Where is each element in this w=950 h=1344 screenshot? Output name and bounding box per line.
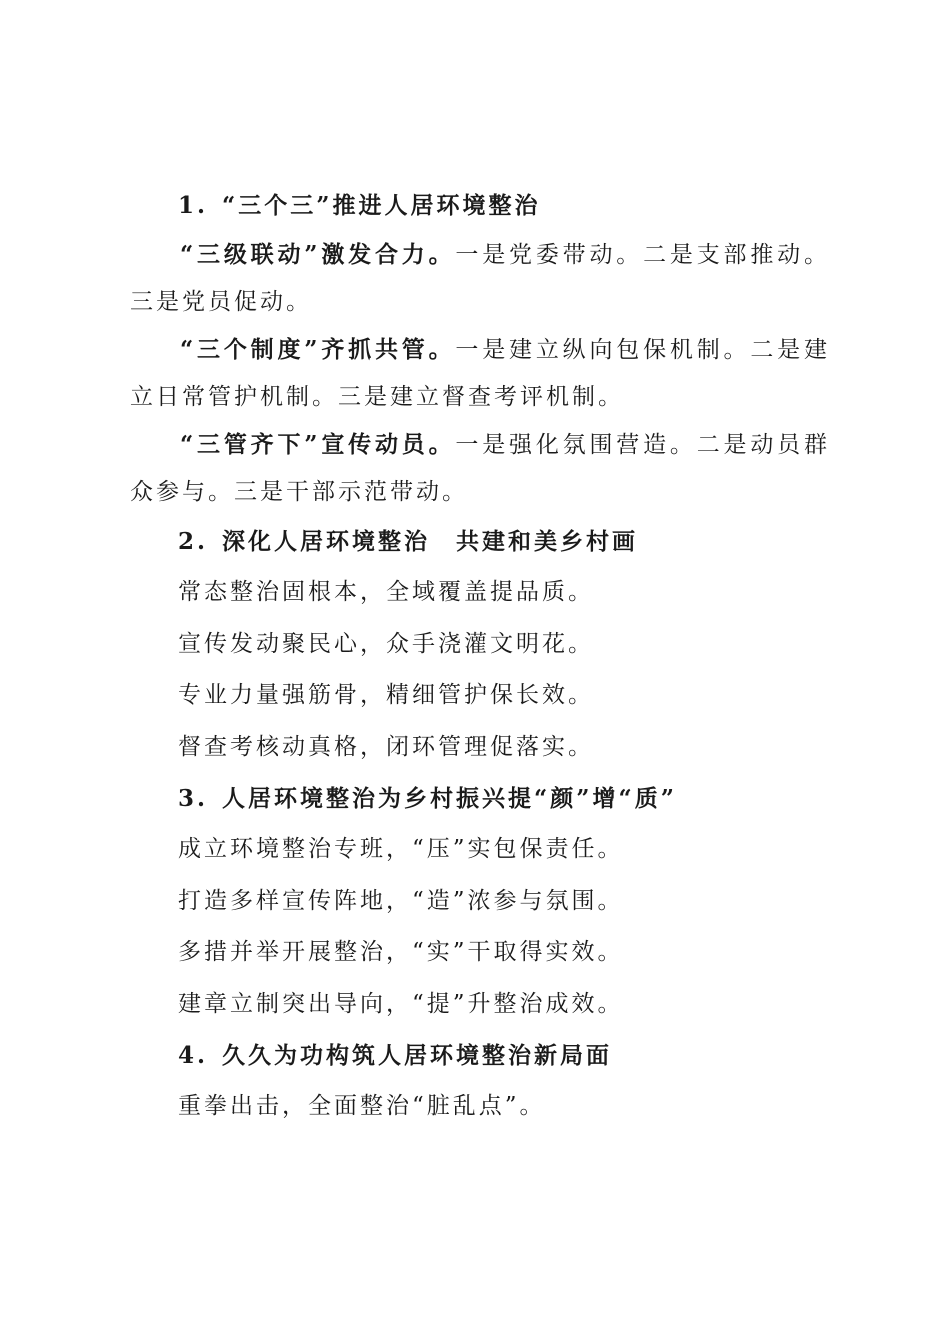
section-number: 2. <box>178 528 209 555</box>
list-item: 专业力量强筋骨，精细管护保长效。 <box>178 682 594 708</box>
section-title: 久久为功构筑人居环境整治新局面 <box>222 1042 613 1069</box>
list-item: 常态整治固根本，全域覆盖提品质。 <box>178 579 594 605</box>
paragraph-lead: “三管齐下”宣传动员。 <box>180 431 456 458</box>
list-item: 建章立制突出导向，“提”升整治成效。 <box>178 990 624 1017</box>
paragraph-body: 一是强化氛围营造。二是动员群众参与。三是干部示范带动。 <box>130 432 831 505</box>
list-item: 督查考核动真格，闭环管理促落实。 <box>178 733 594 760</box>
list-item: 重拳出击，全面整治“脏乱点”。 <box>178 1093 546 1119</box>
paragraph <box>130 421 830 516</box>
section-title: 人居环境整治为乡村振兴提“颜”增“质” <box>222 785 677 812</box>
section-heading <box>130 180 830 231</box>
paragraph <box>130 326 830 421</box>
section-title: 深化人居环境整治 共建和美乡村画 <box>222 528 639 555</box>
list-item: 成立环境整治专班，“压”实包保责任。 <box>178 836 624 862</box>
list-item: 多措并举开展整治，“实”干取得实效。 <box>178 939 624 965</box>
paragraph <box>130 231 830 326</box>
document-page <box>130 180 830 1133</box>
paragraph-lead: “三级联动”激发合力。 <box>180 241 456 268</box>
section-number: 4. <box>178 1042 209 1069</box>
list-item: 打造多样宣传阵地，“造”浓参与氛围。 <box>178 887 624 914</box>
section-heading <box>130 1030 830 1081</box>
section-title: “三个三”推进人居环境整治 <box>222 192 541 219</box>
section-number: 1. <box>178 192 209 219</box>
paragraph-body: 一是党委带动。二是支部推动。三是党员促动。 <box>130 242 831 315</box>
section-number: 3. <box>178 785 209 812</box>
paragraph-body: 一是建立纵向包保机制。二是建立日常管护机制。三是建立督查考评机制。 <box>130 337 831 410</box>
section-heading <box>130 516 830 567</box>
paragraph-lead: “三个制度”齐抓共管。 <box>180 336 456 363</box>
section-heading <box>130 773 830 824</box>
list-item: 宣传发动聚民心，众手浇灌文明花。 <box>178 630 594 657</box>
